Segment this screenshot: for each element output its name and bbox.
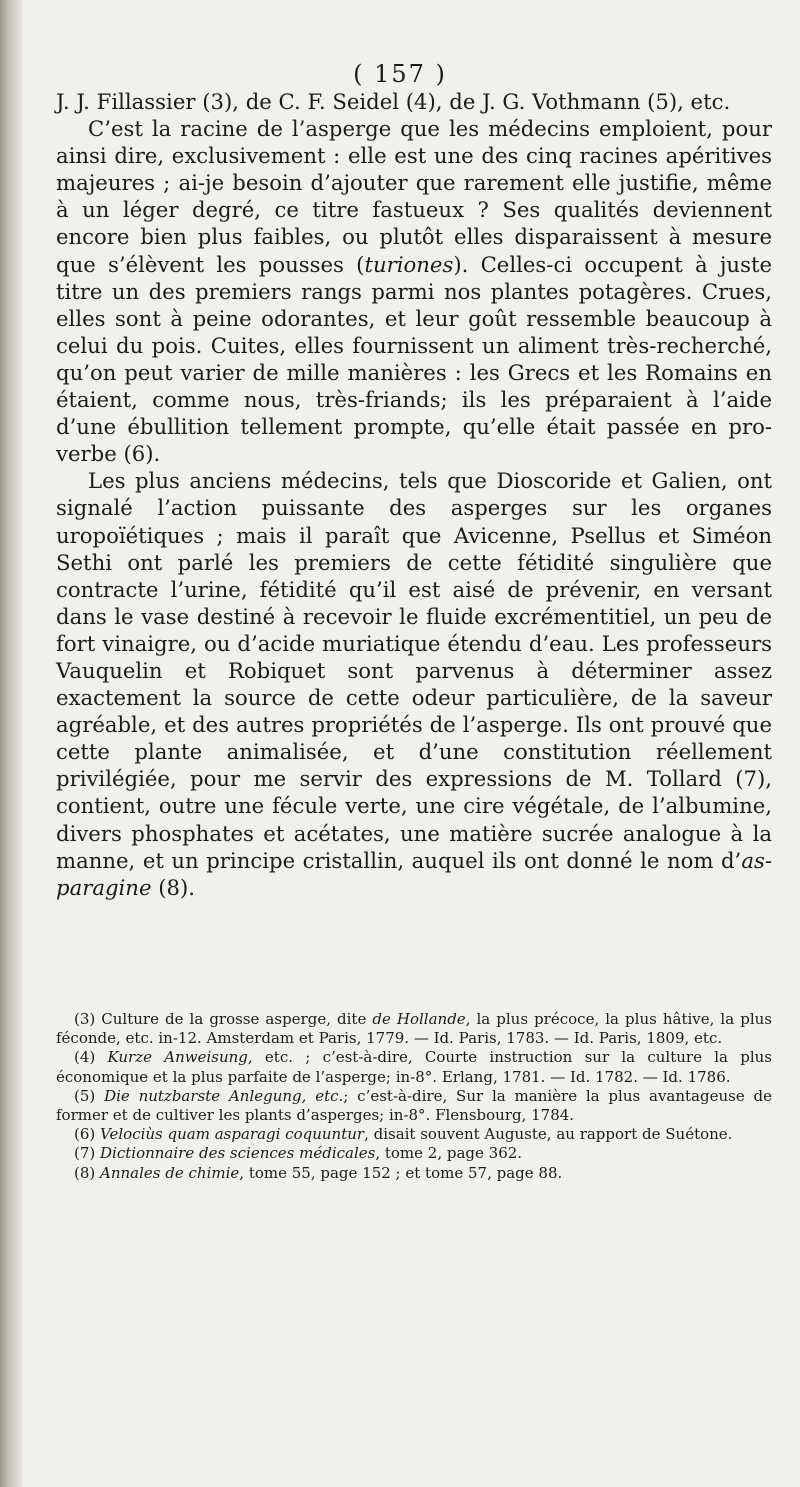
footnote-text: , disait souvent Auguste, au rapport de Suétone. bbox=[364, 1125, 733, 1144]
footnote-text: , la plus précoce, la plus hâtive, la plus féconde, etc. in-12. Amsterdam et Paris, 1779. — Id. Paris, 1783. — Id. Paris, 1809, etc. bbox=[56, 1010, 772, 1048]
main-text bbox=[56, 88, 772, 901]
footnote-italic-title: Dictionnaire des sciences médicales bbox=[100, 1144, 376, 1163]
footnote-italic-title: de Hollande bbox=[372, 1010, 466, 1028]
footnote-text: Culture de la grosse asperge, dite bbox=[101, 1010, 373, 1028]
footnote-6 bbox=[56, 1125, 772, 1144]
footnote-5 bbox=[56, 1087, 772, 1125]
footnote-text: , tome 55, page 152 ; et tome 57, page 88. bbox=[239, 1163, 563, 1182]
italic-term-turiones: turiones bbox=[364, 251, 454, 277]
footnote-italic-title: Kurze Anweisung bbox=[107, 1048, 248, 1067]
italic-term-asparagine: asparagine bbox=[56, 847, 772, 900]
footnote-marker: (3) bbox=[74, 1010, 96, 1028]
footnotes bbox=[56, 1010, 772, 1183]
footnote-4 bbox=[56, 1048, 772, 1086]
footnote-italic-title: Velociùs quam asparagi coquuntur bbox=[100, 1125, 365, 1144]
footnote-marker: (4) bbox=[74, 1048, 96, 1067]
footnote-marker: (6) bbox=[74, 1125, 96, 1144]
paragraph-asparagus-root: C’est la racine de l’asperge que les médecins emploient, pour ainsi dire, exclusivement : elle est une des cinq racines apéritives majeures ; ai-je besoin d’ajouter que rarement elle justifie, même à un léger degré, ce titre fastueux ? Ses qualités deviennent encore bien plus faibles, ou plutôt elles disparaissent à mesure que s’élèvent les pousses (turiones). Celles-ci occupent à juste titre un des premiers rangs parmi nos plantes potagères. Crues, elles sont à peine odorantes, et leur goût ressemble beaucoup à celui du pois. Cuites, elles fournissent un aliment très-recherché, qu’on peut varier de mille manières : les Grecs et les Romains en étaient, comme nous, très-friands; ils les préparaient à l’aide d’une ébullition tellement prompte, qu’elle était passée en proverbe (6). bbox=[56, 116, 772, 467]
footnote-8 bbox=[56, 1164, 772, 1183]
footnote-marker: (7) bbox=[74, 1144, 96, 1163]
footnote-7 bbox=[56, 1144, 772, 1163]
page-number: ( 157 ) bbox=[353, 60, 447, 88]
footnote-marker: (5) bbox=[74, 1086, 96, 1105]
footnote-text: , etc. ; c’est-à-dire, Courte instruction sur la culture la plus économique et la plus parfaite de l’asperge; in-8°. Erlang, 1781. — Id. 1782. — Id. 1786. bbox=[56, 1048, 772, 1086]
footnote-text: ; c’est-à-dire, Sur la manière la plus avantageuse de former et de cultiver les plants d’asperges; in-8°. Flensbourg, 1784. bbox=[56, 1086, 772, 1125]
footnote-3 bbox=[56, 1010, 772, 1048]
footnote-marker: (8) bbox=[74, 1163, 96, 1182]
footnote-italic-title: Annales de chimie bbox=[100, 1163, 240, 1182]
footnote-text: , tome 2, page 362. bbox=[375, 1144, 523, 1163]
footnote-italic-title: Die nutzbarste Anlegung, etc. bbox=[104, 1086, 344, 1105]
paragraph-ancient-physicians: Les plus anciens médecins, tels que Dioscoride et Galien, ont signalé l’action puissante des asperges sur les organes uropoïétiques ; mais il paraît que Avicenne, Psellus et Siméon Sethi ont parlé les premiers de cette fétidité singulière que contracte l’urine, fétidité qu’il est aisé de prévenir, en versant dans le vase destiné à recevoir le fluide excrémentitiel, un peu de fort vinaigre, ou d’acide muriatique étendu d’eau. Les professeurs Vauquelin et Robiquet sont parvenus à déterminer assez exactement la source de cette odeur particulière, de la saveur agréable, et des autres propriétés de l’asperge. Ils ont prouvé que cette plante animalisée, et d’une constitution réellement privilégiée, pour me servir des expressions de M. Tollard (7), contient, outre une fécule verte, une cire végétale, de l’albumine, divers phosphates et acétates, une matière sucrée analogue à la manne, et un principe cristallin, auquel ils ont donné le nom d’asparagine (8). bbox=[56, 468, 772, 900]
paragraph-continuation: J. J. Fillassier (3), de C. F. Seidel (4), de J. G. Vothmann (5), etc. bbox=[56, 89, 731, 114]
